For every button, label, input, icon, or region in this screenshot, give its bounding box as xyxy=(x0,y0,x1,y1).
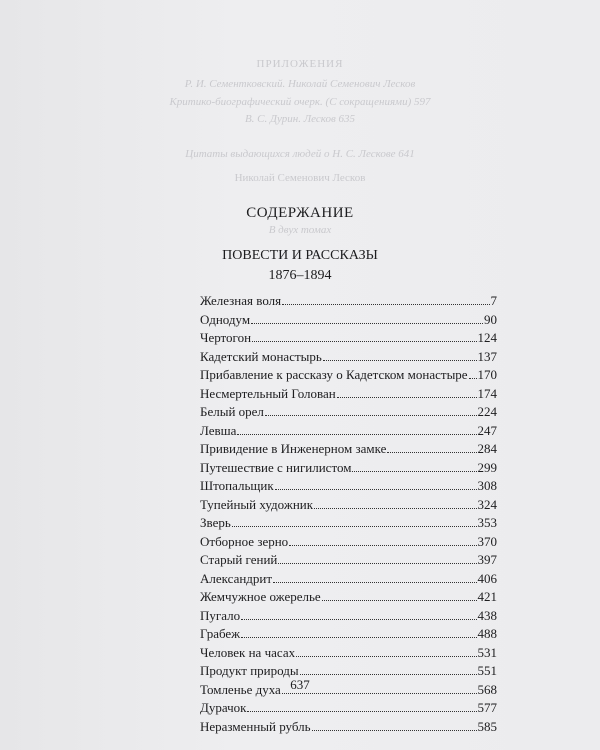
dot-leader xyxy=(275,477,477,490)
contents-entry xyxy=(200,699,497,718)
entry-page: 438 xyxy=(477,607,497,623)
entry-title: Александрит xyxy=(200,570,273,586)
entry-title: Жемчужное ожерелье xyxy=(200,589,321,604)
entry-page: 90 xyxy=(484,311,497,327)
entry-page: 568 xyxy=(477,681,497,697)
entry-title: Прибавление к рассказу о Кадетском монастыре xyxy=(200,367,468,382)
entry-page: 577 xyxy=(477,700,497,715)
entry-page: 137 xyxy=(477,348,497,364)
entry-title: Кадетский монастырь xyxy=(200,348,322,364)
contents-entry xyxy=(200,625,497,644)
page-number: 637 xyxy=(290,677,310,692)
bleed-through-line: Николай Семенович Лесков xyxy=(234,172,366,184)
contents-title: СОДЕРЖАНИЕ xyxy=(246,205,354,221)
contents-entry xyxy=(200,311,497,330)
dot-leader xyxy=(278,551,476,564)
entry-title: Зверь xyxy=(200,515,231,530)
contents-entry xyxy=(200,329,497,348)
entry-title: Железная воля xyxy=(200,293,282,308)
entry-page: 406 xyxy=(477,570,497,586)
entry-page: 174 xyxy=(477,385,497,401)
dot-leader xyxy=(387,440,476,453)
contents-entry xyxy=(200,644,497,663)
contents-entry xyxy=(200,588,497,607)
bleed-through-line: В. С. Дурин. Лесков 635 xyxy=(244,113,356,125)
dot-leader xyxy=(232,514,477,527)
contents-entry xyxy=(200,385,497,404)
entry-page: 170 xyxy=(477,367,497,382)
contents-entry xyxy=(200,570,497,589)
dot-leader xyxy=(289,533,476,546)
contents-entry xyxy=(200,348,497,367)
entry-title: Несмертельный Голован xyxy=(200,385,336,401)
entry-page: 124 xyxy=(477,330,497,345)
dot-leader xyxy=(314,496,476,509)
contents-entry xyxy=(200,477,497,496)
contents-entry xyxy=(200,551,497,570)
entry-title: Путешествие с нигилистом xyxy=(200,459,352,475)
entry-title: Грабеж xyxy=(200,626,241,641)
dot-leader xyxy=(247,699,476,712)
entry-title: Неразменный рубль xyxy=(200,718,311,734)
dot-leader xyxy=(300,662,477,675)
bleed-through-heading: ПРИЛОЖЕНИЯ xyxy=(256,58,344,70)
dot-leader xyxy=(251,311,483,324)
entry-page: 397 xyxy=(477,552,497,567)
contents-entry xyxy=(200,292,497,311)
contents-entry xyxy=(200,403,497,422)
entry-title: Чертогон xyxy=(200,330,252,345)
dot-leader xyxy=(241,625,476,638)
dot-leader xyxy=(296,644,476,657)
entry-page: 585 xyxy=(477,718,497,734)
entry-title: Однодум xyxy=(200,311,251,327)
contents-entry xyxy=(200,459,497,478)
entry-title: Человек на часах xyxy=(200,644,296,660)
dot-leader xyxy=(265,403,477,416)
entry-page: 308 xyxy=(477,478,497,493)
dot-leader xyxy=(322,588,477,601)
bleed-through-line: Цитаты выдающихся людей о Н. С. Лескове 641 xyxy=(185,148,415,160)
entry-page: 224 xyxy=(477,404,497,419)
contents-entry xyxy=(200,366,497,385)
entry-page: 324 xyxy=(477,496,497,512)
entry-page: 353 xyxy=(477,515,497,530)
entry-page: 531 xyxy=(477,644,497,660)
dot-leader xyxy=(273,570,476,583)
entry-page: 421 xyxy=(477,589,497,604)
entry-title: Томленье духа xyxy=(200,681,281,697)
contents-entry xyxy=(200,422,497,441)
contents-entry xyxy=(200,607,497,626)
entry-title: Отборное зерно xyxy=(200,533,289,549)
entry-title: Тупейный художник xyxy=(200,496,314,512)
entry-title: Пугало xyxy=(200,607,241,623)
entry-title: Белый орел xyxy=(200,404,264,419)
contents-entry xyxy=(200,533,497,552)
dot-leader xyxy=(323,348,477,361)
section-years: 1876–1894 xyxy=(268,268,332,283)
contents-entry xyxy=(200,514,497,533)
entry-title: Привидение в Инженерном замке xyxy=(200,441,387,456)
bleed-through-line: Р. И. Сементковский. Николай Семенович Лесков xyxy=(184,78,416,90)
bleed-through-line: В двух томах xyxy=(268,224,332,236)
contents-entry xyxy=(200,718,497,737)
entry-page: 551 xyxy=(477,663,497,678)
section-title: ПОВЕСТИ И РАССКАЗЫ xyxy=(222,248,378,263)
contents-entry xyxy=(200,440,497,459)
entry-page: 488 xyxy=(477,626,497,641)
entry-page: 247 xyxy=(477,422,497,438)
dot-leader xyxy=(237,422,476,435)
dot-leader xyxy=(252,329,476,342)
entry-title: Штопальщик xyxy=(200,478,274,493)
dot-leader xyxy=(312,718,477,731)
bleed-through-line: Критико-биографический очерк. (С сокращениями) 597 xyxy=(169,96,431,108)
entry-title: Левша xyxy=(200,422,237,438)
entry-title: Старый гений xyxy=(200,552,278,567)
dot-leader xyxy=(241,607,476,620)
entry-page: 7 xyxy=(490,293,497,308)
entry-page: 284 xyxy=(477,441,497,456)
entry-title: Продукт природы xyxy=(200,663,299,678)
dot-leader xyxy=(337,385,477,398)
contents-list xyxy=(200,292,497,736)
dot-leader xyxy=(469,366,477,379)
entry-page: 370 xyxy=(477,533,497,549)
contents-entry xyxy=(200,496,497,515)
entry-title: Дурачок xyxy=(200,700,247,715)
dot-leader xyxy=(352,459,476,472)
dot-leader xyxy=(282,292,489,305)
entry-page: 299 xyxy=(477,459,497,475)
